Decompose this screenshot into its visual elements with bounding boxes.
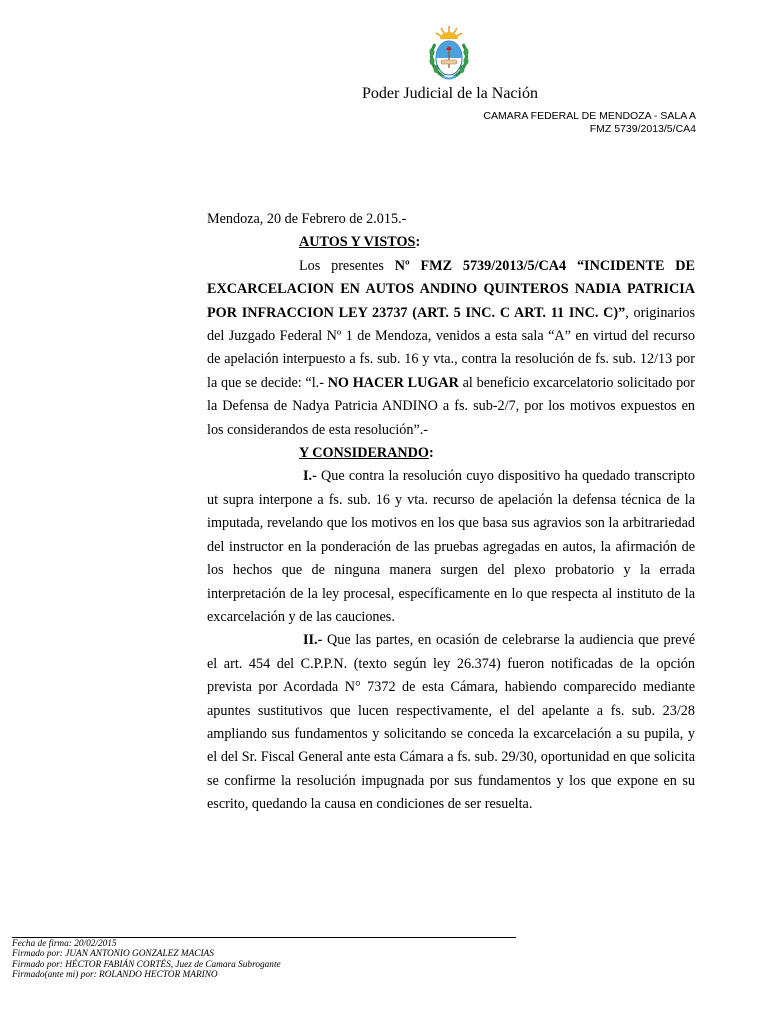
paragraph-autos [207,255,695,442]
signature-line-2: Firmado por: HÉCTOR FABIÁN CORTÉS, Juez de Camara Subrogante [12,959,281,970]
signature-footer [12,939,281,981]
signature-line-3: Firmado(ante mi) por: ROLANDO HECTOR MARINO [12,970,218,981]
coat-of-arms-emblem [426,24,472,82]
court-name: CAMARA FEDERAL DE MENDOZA - SALA A [483,110,696,122]
signature-line-1: Firmado por: JUAN ANTONIO GONZALEZ MACIAS [12,949,214,960]
paragraph-autos-text-3: al beneficio excarcelatorio solicitado por la Defensa de Nadya Patricia ANDINO a fs. sub-2/7, por los motivos expuestos en los considerandos de esta resolución”.- [207,374,695,438]
case-reference: FMZ 5739/2013/5/CA4 [589,122,696,135]
paragraph-i [207,465,695,629]
considerando-heading-text: Y CONSIDERANDO [299,445,429,462]
paragraph-i-number: I.- [303,468,317,485]
paragraph-ii-text: Que las partes, en ocasión de celebrarse la audiencia que prevé el art. 454 del C.P.P.N. (texto según ley 26.374) fueron notificadas de la opción prevista por Acordada N° 7372 de esta Cámara, habiendo comparecido mediante apuntes sustitutivos que lucen respectivamente, el del apelante a fs. sub. 23/28 ampliando sus fundamentos y solicitando se conceda la excarcelación a su pupila, y el del Sr. Fiscal General ante esta Cámara a fs. sub. 29/30, oportunidad en que solicita se confirme la resolución impugnada por sus fundamentos y los que expone en su escrito, quedando la causa en condiciones de ser resuelta. [207,632,695,813]
decision-bold: NO HACER LUGAR [327,374,459,391]
date-line: Mendoza, 20 de Febrero de 2.015.- [207,211,407,227]
paragraph-ii [207,629,695,816]
document-body [207,208,695,817]
autos-heading-text: AUTOS Y VISTOS [299,234,416,251]
paragraph-autos-text-1: Los presentes [299,257,395,274]
court-header [483,110,696,135]
autos-heading: AUTOS Y VISTOS: [299,234,421,251]
paragraph-autos-text-2: , originarios del Juzgado Federal Nº 1 de Mendoza, venidos a esta sala “A” en virtud del recurso de apelación interpuesto a fs. sub. 16 y vta., contra la resolución de fs. sub. 12/13 por la que se decide: “l.- [207,304,696,391]
paragraph-i-text: Que contra la resolución cuyo dispositivo ha quedado transcripto ut supra interpone a fs. sub. 16 y vta. recurso de apelación la defensa técnica de la imputada, revelando que los motivos en los que basa sus agravios son la arbitrariedad del instructor en la ponderación de las pruebas agregadas en autos, la afirmación de los hechos que de ninguna manera surgen del plexo probatorio y la errada interpretación de la ley procesal, específicamente en lo que respecta al instituto de la excarcelación y de las cauciones. [207,468,695,625]
paragraph-ii-number: II.- [303,632,323,649]
page-title-text: Poder Judicial de la Nación [362,85,538,102]
case-title-bold: Nº FMZ 5739/2013/5/CA4 “INCIDENTE DE EXCARCELACION EN AUTOS ANDINO QUINTEROS NADIA PATRICIA POR INFRACCION LEY 23737 (ART. 5 INC. C ART. 11 INC. C)” [207,257,696,321]
footer-divider [12,937,516,938]
signature-date: Fecha de firma: 20/02/2015 [12,939,117,949]
page-title [0,85,768,103]
considerando-heading: Y CONSIDERANDO: [299,445,434,462]
